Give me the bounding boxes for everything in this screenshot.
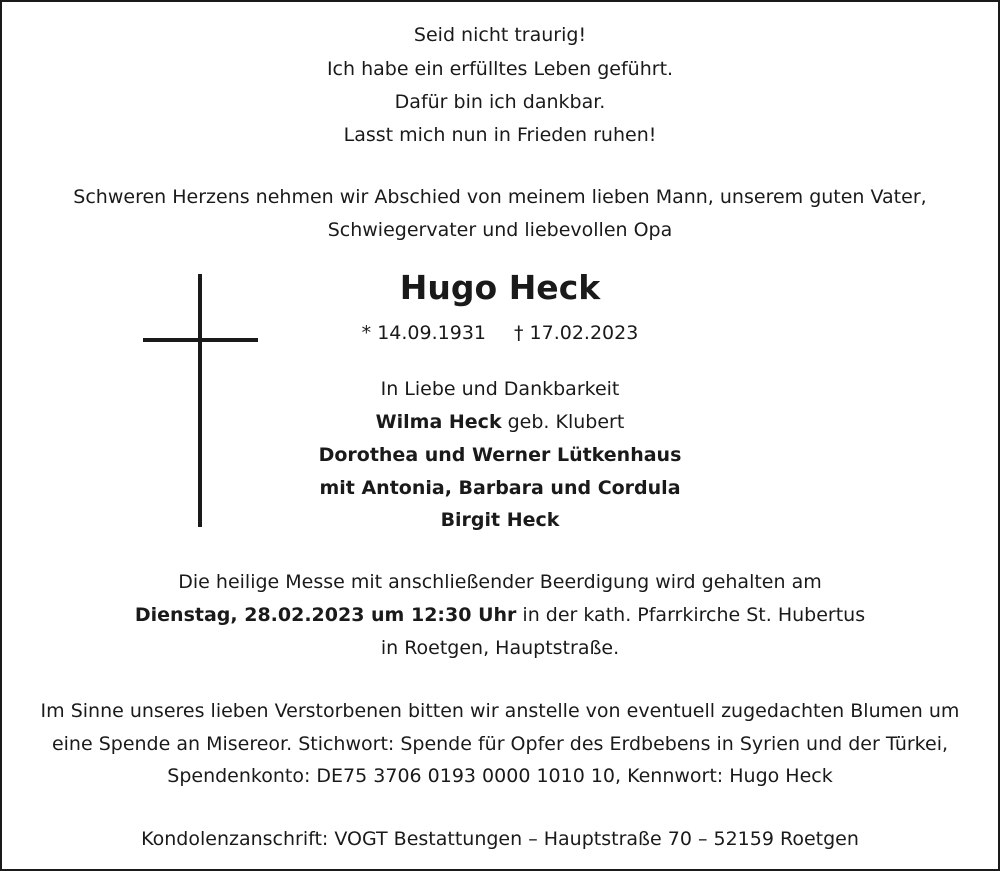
mourner-line-2: Dorothea und Werner Lütkenhaus xyxy=(318,444,682,466)
life-dates xyxy=(2,321,998,345)
intro-line-2: Schwiegervater und liebevollen Opa xyxy=(327,219,673,241)
condolence-address: Kondolenzanschrift: VOGT Bestattungen – Hauptstraße 70 – 52159 Roetgen xyxy=(141,828,859,850)
service-line-1: Die heilige Messe mit anschließender Beerdigung wird gehalten am xyxy=(178,571,822,593)
intro-line-1: Schweren Herzens nehmen wir Abschied von meinem lieben Mann, unserem guten Vater, xyxy=(73,186,927,208)
service-line-3: in Roetgen, Hauptstraße. xyxy=(380,637,620,659)
wife-name: Wilma Heck xyxy=(375,411,502,433)
motto-line-2: Ich habe ein erfülltes Leben geführt. xyxy=(326,58,674,80)
service-line-2 xyxy=(2,603,998,627)
deceased-name: Hugo Heck xyxy=(399,268,601,307)
mourner-line-wife xyxy=(2,410,998,434)
mourner-line-4: Birgit Heck xyxy=(440,509,560,531)
donation-line-1: Im Sinne unseres lieben Verstorbenen bitten wir anstelle von eventuell zugedachten Blumen um xyxy=(40,700,960,722)
mourners-intro: In Liebe und Dankbarkeit xyxy=(380,378,620,400)
service-place: in der kath. Pfarrkirche St. Hubertus xyxy=(516,604,866,626)
service-datetime: Dienstag, 28.02.2023 um 12:30 Uhr xyxy=(134,604,517,626)
motto-line-3: Dafür bin ich dankbar. xyxy=(394,91,606,113)
mourner-line-3: mit Antonia, Barbara und Cordula xyxy=(319,477,681,499)
motto-line-4: Lasst mich nun in Frieden ruhen! xyxy=(343,124,657,146)
motto-line-1: Seid nicht traurig! xyxy=(413,24,587,46)
donation-line-3: Spendenkonto: DE75 3706 0193 0000 1010 10, Kennwort: Hugo Heck xyxy=(167,765,833,787)
wife-maiden-name: geb. Klubert xyxy=(501,411,625,433)
birth-date: * 14.09.1931 xyxy=(361,322,486,344)
donation-line-2: eine Spende an Misereor. Stichwort: Spende für Opfer des Erdbebens in Syrien und der Türkei, xyxy=(51,733,949,755)
death-date: † 17.02.2023 xyxy=(514,322,639,344)
